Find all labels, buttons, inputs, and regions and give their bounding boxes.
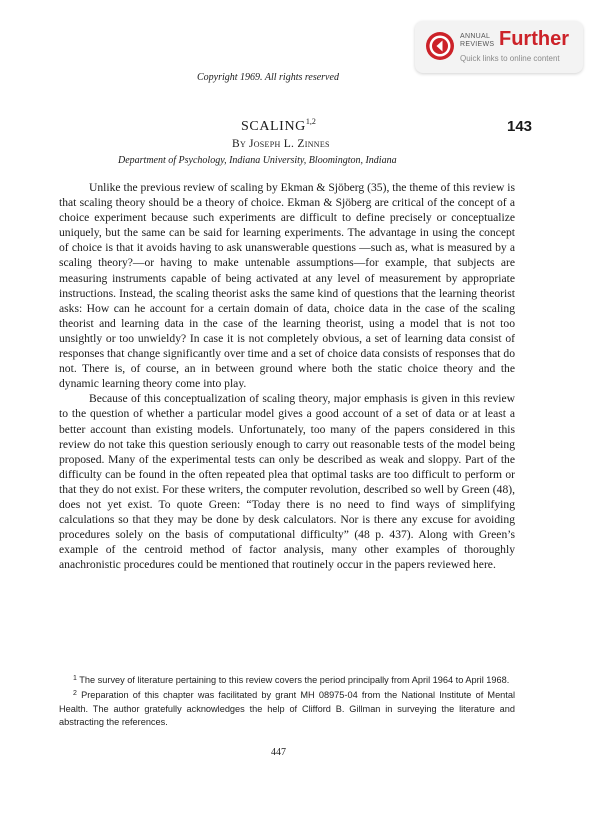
- title-footnote-marks: 1,2: [305, 117, 316, 126]
- badge-reviews-label: REVIEWS: [460, 41, 495, 48]
- footnote-mark: 1: [73, 675, 77, 682]
- footnote: [59, 687, 515, 729]
- page-number: 143: [507, 118, 533, 135]
- article-title-text: SCALING: [241, 119, 306, 134]
- article-title: [241, 117, 316, 135]
- annual-reviews-logo-icon: [425, 31, 455, 61]
- badge-further-label: Further: [499, 28, 569, 50]
- footnote-mark: 2: [73, 690, 77, 698]
- footnote-text: The survey of literature pertaining to this review covers the period principally from April 1964 to April 1968.: [76, 675, 510, 685]
- author-line: [232, 138, 330, 150]
- copyright-notice: Copyright 1969. All rights reserved: [197, 72, 339, 83]
- footnote-text: Preparation of this chapter was facilitated by grant MH 08975-04 from the National Institute of Mental Health. The author gratefully acknowledges the help of Clifford B. Gillman in surveying the literature and abstracting the references.: [59, 690, 515, 728]
- footnotes: [59, 672, 515, 730]
- author-name: Joseph L. Zinnes: [248, 138, 330, 150]
- author-prefix: By: [232, 138, 247, 150]
- folio-page-number: 447: [271, 747, 286, 758]
- badge-annual-label: ANNUAL: [460, 33, 491, 40]
- author-affiliation: Department of Psychology, Indiana University, Bloomington, Indiana: [118, 155, 397, 166]
- body-paragraph: Because of this conceptualization of scaling theory, major emphasis is given in this review to the question of whether a particular model gives a good account of a set of data or at least a better account than existing models. Unfortunately, too many of the papers considered in this review do not take this question seriously enough to carry out reasonable tests of the model being proposed. Many of the experimental tests can only be described as weak and sloppy. Part of the difficulty can be found in the often repeated plea that optimal tasks are too difficult to perform or that they do not exist. For these writers, the computer revolution, described so well by Green (48), does not yet exist. To quote Green: “Today there is no need to find ways of simplifying calculations so that they may be done by desk calculators. Nor is there any excuse for avoiding procedures solely on the basis of computational difficulty” (48 p. 437). Along with Green’s example of the centroid method of factor analysis, many other examples of thoroughly anachronistic procedures could be mentioned that routinely occur in the papers reviewed here.: [59, 392, 515, 572]
- body-paragraph: Unlike the previous review of scaling by Ekman & Sjöberg (35), the theme of this review is that scaling theory should be a theory of choice. Ekman & Sjöberg are critical of the concept of a choice experiment because such experiments are difficult to define precisely or conceptualize uniquely, but the same can be said for learning experiments. The advantage in using the concept of choice is that it avoids having to ask unanswerable questions —such as, what is measured by a scaling theory?—or having to make untenable assumptions—for example, that subjects are measuring instruments capable of being activated at any level of measurement by appropriate instructions. Instead, the scaling theorist asks the same kind of questions that the learning theorist asks: How can he account for a certain domain of data, choice data in the case of the scaling theorist and learning data in the case of the learning theorist, using a model that is not too unsightly or too unwieldy? In case it is not completely obvious, a set of learning data consist of responses that change significantly over time and a set of choice data consists of responses that do not. There is, of course, an in between ground where both the static choice theory and the dynamic learning theory come into play.: [59, 181, 515, 391]
- article-body: [59, 180, 515, 572]
- further-badge[interactable]: [415, 21, 583, 73]
- footnote: [59, 672, 515, 687]
- badge-subtitle: Quick links to online content: [460, 54, 560, 63]
